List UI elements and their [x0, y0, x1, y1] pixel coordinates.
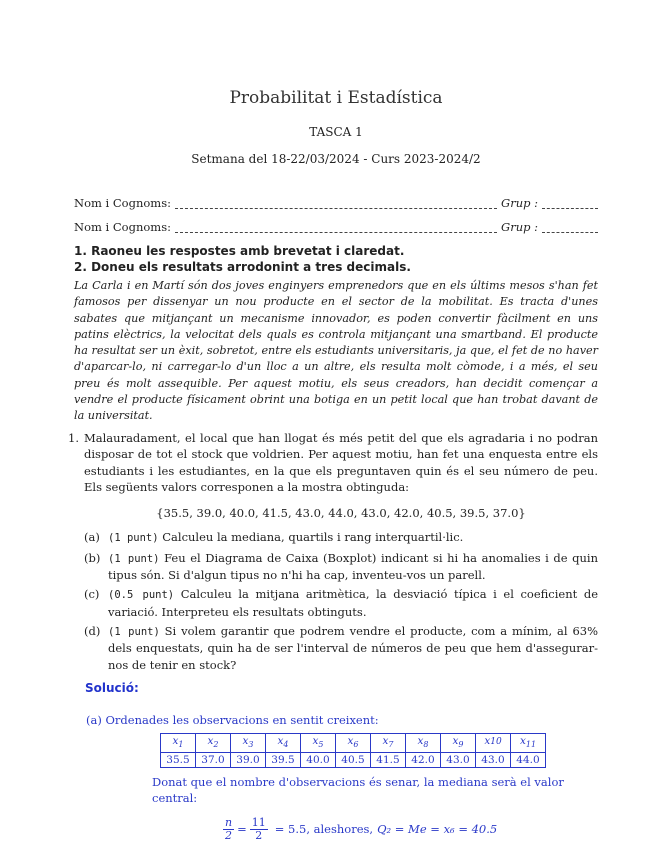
rules-list [74, 243, 411, 275]
table-value-cell: 42.0 [406, 752, 441, 767]
task-label: TASCA 1 [309, 125, 363, 139]
table-header-cell: $x_{11}$ [511, 733, 546, 752]
table-header-cell: $x_8$ [406, 733, 441, 752]
question-part-c [84, 586, 598, 620]
table-header-cell: $x_6$ [336, 733, 371, 752]
equals-sign: = [237, 822, 247, 837]
solution-part-label: (a) [86, 713, 102, 727]
name-field-row-2 [74, 220, 598, 236]
name-label: Nom i Cognoms: [74, 220, 171, 235]
table-header-cell: $x_2$ [196, 733, 231, 752]
table-value-cell: 43.0 [441, 752, 476, 767]
part-label: (c) [84, 587, 100, 602]
name-blank-line [175, 208, 497, 209]
table-header-cell: $x_3$ [231, 733, 266, 752]
fraction-numerator: 11 [251, 816, 266, 830]
fraction-denominator: 2 [255, 829, 263, 843]
question-text: Malauradament, el local que han llogat és més petit del que els agradaria i no podran disposar de tot el stock que voldrien. Per aquest motiu, han fet una enquesta entre els estudiants i les estudiantes, en la que els preguntaven quin és el seu número de peu. Els següents valors corresponen a la mostra obtinguda: [84, 431, 598, 494]
table-header-cell: $x_4$ [266, 733, 301, 752]
table-value-row [161, 752, 546, 767]
fraction-denominator: 2 [225, 829, 233, 843]
table-value-cell: 44.0 [511, 752, 546, 767]
part-label: (d) [84, 623, 101, 638]
page-title: Probabilitat i Estadística [229, 88, 443, 108]
group-blank-line [542, 232, 598, 233]
formula-result: Q₂ = Me = x₆ = 40.5 [377, 822, 498, 837]
part-text: Si volem garantir que podrem vendre el producte, com a mínim, al 63% dels enquestats, quin ha de ser l'interval de números de peu que hem d'assegurar-nos de tenir en stock? [108, 623, 599, 672]
group-label: Grup : [501, 196, 538, 211]
table-header-row [161, 733, 546, 752]
rule-item: 1. Raoneu les respostes amb brevetat i claredat. [74, 244, 405, 258]
part-text: Calculeu la mitjana aritmètica, la desviació típica i el coeficient de variació. Interpreteu els resultats obtinguts. [108, 587, 598, 619]
table-header-cell: $x_7$ [371, 733, 406, 752]
group-blank-line [542, 208, 598, 209]
part-points: (0.5 punt) [108, 589, 175, 602]
table-value-cell: 39.5 [266, 752, 301, 767]
question-1 [68, 430, 599, 676]
question-part-a [84, 529, 598, 546]
table-value-cell: 40.0 [301, 752, 336, 767]
part-text: Calculeu la mediana, quartils i rang interquartil·lic. [162, 530, 464, 545]
table-value-cell: 41.5 [371, 752, 406, 767]
group-label: Grup : [501, 220, 538, 235]
table-header-cell: $x_9$ [441, 733, 476, 752]
formula-tail: = 5.5, aleshores, [274, 822, 374, 837]
observations-table [160, 733, 546, 768]
part-points: (1 punt) [108, 532, 159, 545]
part-points: (1 punt) [108, 552, 160, 565]
part-label: (a) [84, 530, 100, 545]
part-text: Feu el Diagrama de Caixa (Boxplot) indicant si hi ha anomalies i de quin tipus són. Si d'algun tipus no n'hi ha cap, inventeu-vos un parell. [108, 550, 598, 583]
table-header-cell: $x_1$ [161, 733, 196, 752]
table-value-cell: 37.0 [196, 752, 231, 767]
table-value-cell: 35.5 [161, 752, 196, 767]
name-blank-line [175, 232, 497, 233]
table-header-cell: $x_5$ [301, 733, 336, 752]
name-field-row-1 [74, 196, 598, 212]
rule-item: 2. Doneu els resultats arrodonint a tres decimals. [74, 260, 411, 274]
table-value-cell: 39.0 [231, 752, 266, 767]
fraction-11-over-2 [250, 817, 268, 842]
dataset: {35.5, 39.0, 40.0, 41.5, 43.0, 44.0, 43.0, 42.0, 40.5, 39.5, 37.0} [156, 506, 526, 521]
fraction-numerator: n [225, 816, 233, 830]
part-label: (b) [84, 550, 101, 565]
median-formula [220, 817, 598, 842]
question-number: 1. [68, 431, 79, 445]
part-points: (1 punt) [108, 625, 160, 638]
table-header-cell: x10 [476, 733, 511, 752]
week-label: Setmana del 18-22/03/2024 - Curs 2023-2024/2 [191, 152, 481, 166]
solution-part-text: Ordenades les observacions en sentit creixent: [105, 713, 379, 727]
median-explanation: Donat que el nombre d'observacions és senar, la mediana serà el valor central: [152, 774, 564, 806]
intro-paragraph: La Carla i en Martí són dos joves enginyers emprenedors que en els últims mesos s'han fet famosos per dissenyar un nou producte en el sector de la mobilitat. Es tracta d'unes sabates que mitjançant un mecanisme innovador, es poden convertir fàcilment en uns patins elèctrics, la velocitat dels quals es controla mitjançant una smartband. El producte ha resultat ser un èxit, sobretot, entre els estudiants universitaris, ja que, el fet de no haver d'aparcar-lo, ni carregar-lo d'un lloc a un altre, els resulta molt còmode, i a més, el seu preu és molt assequible. Per aquest motiu, els seus creadors, han decidit començar a vendre el producte físicament obrint una botiga en un petit local que han trobat davant de la universitat. [74, 279, 598, 423]
fraction-n-over-2 [223, 817, 234, 842]
name-label: Nom i Cognoms: [74, 196, 171, 211]
question-part-d [84, 623, 598, 673]
solution-heading: Solució: [85, 681, 139, 695]
solution-part-a [86, 712, 598, 842]
table-value-cell: 43.0 [476, 752, 511, 767]
table-value-cell: 40.5 [336, 752, 371, 767]
question-part-b [84, 550, 598, 584]
